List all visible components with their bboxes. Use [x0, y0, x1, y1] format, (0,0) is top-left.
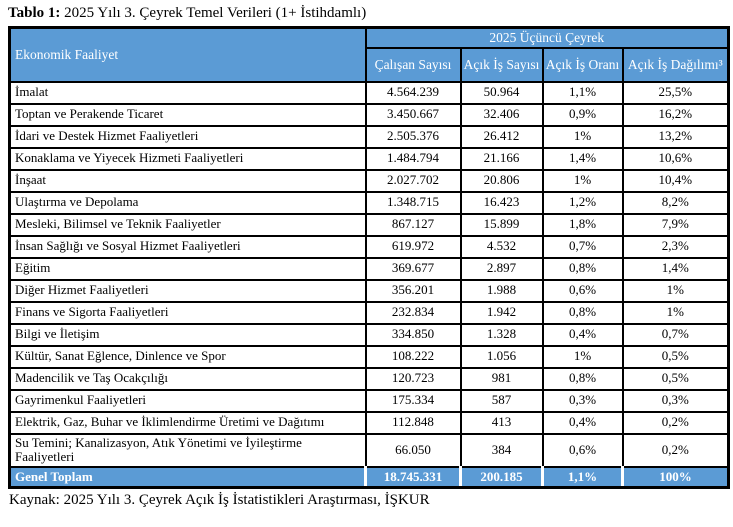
table-row: [10, 368, 729, 390]
vacancies-cell: 1.988: [461, 280, 543, 302]
employees-cell: 2.505.376: [366, 126, 461, 148]
activity-cell: Finans ve Sigorta Faaliyetleri: [10, 302, 366, 324]
rate-cell: 0,4%: [543, 324, 623, 346]
table-row: [10, 434, 729, 467]
rate-cell: 1,4%: [543, 148, 623, 170]
activity-cell: Su Temini; Kanalizasyon, Atık Yönetimi ve İyileştirme Faaliyetleri: [10, 434, 366, 467]
activity-cell: Ulaştırma ve Depolama: [10, 192, 366, 214]
table-row: [10, 390, 729, 412]
total-rate: 1,1%: [543, 467, 623, 488]
employees-cell: 120.723: [366, 368, 461, 390]
employees-cell: 334.850: [366, 324, 461, 346]
share-cell: 16,2%: [623, 104, 729, 126]
share-cell: 10,6%: [623, 148, 729, 170]
rate-cell: 0,8%: [543, 302, 623, 324]
activity-cell: Mesleki, Bilimsel ve Teknik Faaliyetler: [10, 214, 366, 236]
share-cell: 0,2%: [623, 434, 729, 467]
table-row: [10, 236, 729, 258]
activity-cell: Toptan ve Perakende Ticaret: [10, 104, 366, 126]
employees-cell: 619.972: [366, 236, 461, 258]
share-cell: 10,4%: [623, 170, 729, 192]
share-cell: 0,5%: [623, 368, 729, 390]
activity-cell: Kültür, Sanat Eğlence, Dinlence ve Spor: [10, 346, 366, 368]
table-title: [8, 5, 726, 22]
table-row: [10, 346, 729, 368]
activity-cell: İdari ve Destek Hizmet Faaliyetleri: [10, 126, 366, 148]
rate-cell: 0,6%: [543, 280, 623, 302]
vacancies-cell: 1.942: [461, 302, 543, 324]
employees-cell: 108.222: [366, 346, 461, 368]
employees-cell: 867.127: [366, 214, 461, 236]
table-header: [10, 28, 729, 82]
vacancies-cell: 32.406: [461, 104, 543, 126]
activity-cell: Elektrik, Gaz, Buhar ve İklimlendirme Üretimi ve Dağıtımı: [10, 412, 366, 434]
vacancies-cell: 981: [461, 368, 543, 390]
table-title-prefix: Tablo 1:: [8, 5, 61, 21]
share-cell: 1%: [623, 302, 729, 324]
employees-cell: 2.027.702: [366, 170, 461, 192]
vacancies-cell: 21.166: [461, 148, 543, 170]
activity-cell: Gayrimenkul Faaliyetleri: [10, 390, 366, 412]
activity-cell: Madencilik ve Taş Ocakçılığı: [10, 368, 366, 390]
column-header-vacancies: Açık İş Sayısı: [461, 48, 543, 82]
employees-cell: 175.334: [366, 390, 461, 412]
vacancies-cell: 50.964: [461, 82, 543, 104]
rate-cell: 0,7%: [543, 236, 623, 258]
total-label: Genel Toplam: [10, 467, 366, 488]
column-header-rate: Açık İş Oranı: [543, 48, 623, 82]
share-cell: 13,2%: [623, 126, 729, 148]
group-header-row: [10, 28, 729, 48]
vacancies-cell: 1.056: [461, 346, 543, 368]
total-row: [10, 467, 729, 488]
employees-cell: 112.848: [366, 412, 461, 434]
rate-cell: 0,4%: [543, 412, 623, 434]
employees-cell: 1.348.715: [366, 192, 461, 214]
table-row: [10, 324, 729, 346]
table-row: [10, 82, 729, 104]
share-cell: 2,3%: [623, 236, 729, 258]
vacancies-cell: 1.328: [461, 324, 543, 346]
total-share: 100%: [623, 467, 729, 488]
table-row: [10, 104, 729, 126]
share-cell: 7,9%: [623, 214, 729, 236]
activity-cell: Bilgi ve İletişim: [10, 324, 366, 346]
vacancies-cell: 2.897: [461, 258, 543, 280]
employees-cell: 356.201: [366, 280, 461, 302]
rate-cell: 1,8%: [543, 214, 623, 236]
table-row: [10, 192, 729, 214]
share-cell: 0,3%: [623, 390, 729, 412]
share-cell: 1%: [623, 280, 729, 302]
share-cell: 25,5%: [623, 82, 729, 104]
rate-cell: 0,8%: [543, 258, 623, 280]
rate-cell: 1,1%: [543, 82, 623, 104]
activity-cell: Eğitim: [10, 258, 366, 280]
table-row: [10, 214, 729, 236]
activity-cell: İnşaat: [10, 170, 366, 192]
share-cell: 8,2%: [623, 192, 729, 214]
column-header-share: Açık İş Dağılımı³: [623, 48, 729, 82]
share-cell: 1,4%: [623, 258, 729, 280]
vacancies-cell: 15.899: [461, 214, 543, 236]
employees-cell: 232.834: [366, 302, 461, 324]
table-title-text: 2025 Yılı 3. Çeyrek Temel Verileri (1+ İstihdamlı): [60, 5, 367, 21]
vacancies-cell: 4.532: [461, 236, 543, 258]
total-employees: 18.745.331: [366, 467, 461, 488]
vacancies-cell: 384: [461, 434, 543, 467]
rate-cell: 0,3%: [543, 390, 623, 412]
table-body: [10, 82, 729, 467]
employees-cell: 369.677: [366, 258, 461, 280]
activity-cell: Diğer Hizmet Faaliyetleri: [10, 280, 366, 302]
vacancies-cell: 20.806: [461, 170, 543, 192]
vacancies-cell: 587: [461, 390, 543, 412]
table-row: [10, 412, 729, 434]
share-cell: 0,7%: [623, 324, 729, 346]
vacancies-cell: 413: [461, 412, 543, 434]
table-row: [10, 280, 729, 302]
rate-cell: 0,9%: [543, 104, 623, 126]
employees-cell: 3.450.667: [366, 104, 461, 126]
source-note: Kaynak: 2025 Yılı 3. Çeyrek Açık İş İstatistikleri Araştırması, İŞKUR: [9, 491, 430, 508]
employees-cell: 1.484.794: [366, 148, 461, 170]
vacancies-cell: 26.412: [461, 126, 543, 148]
rate-cell: 1%: [543, 170, 623, 192]
total-vacancies: 200.185: [461, 467, 543, 488]
quarter-data-table: [8, 26, 730, 489]
activity-cell: İnsan Sağlığı ve Sosyal Hizmet Faaliyetleri: [10, 236, 366, 258]
table-row: [10, 148, 729, 170]
share-cell: 0,2%: [623, 412, 729, 434]
column-header-activity: Ekonomik Faaliyet: [10, 28, 366, 82]
table-footer: [10, 467, 729, 488]
rate-cell: 0,8%: [543, 368, 623, 390]
column-header-employees: Çalışan Sayısı: [366, 48, 461, 82]
employees-cell: 66.050: [366, 434, 461, 467]
activity-cell: İmalat: [10, 82, 366, 104]
rate-cell: 1,2%: [543, 192, 623, 214]
rate-cell: 1%: [543, 346, 623, 368]
activity-cell: Konaklama ve Yiyecek Hizmeti Faaliyetleri: [10, 148, 366, 170]
table-row: [10, 170, 729, 192]
rate-cell: 0,6%: [543, 434, 623, 467]
vacancies-cell: 16.423: [461, 192, 543, 214]
rate-cell: 1%: [543, 126, 623, 148]
table-row: [10, 302, 729, 324]
employees-cell: 4.564.239: [366, 82, 461, 104]
group-header-cell: 2025 Üçüncü Çeyrek: [366, 28, 729, 48]
table-row: [10, 258, 729, 280]
table-row: [10, 126, 729, 148]
share-cell: 0,5%: [623, 346, 729, 368]
